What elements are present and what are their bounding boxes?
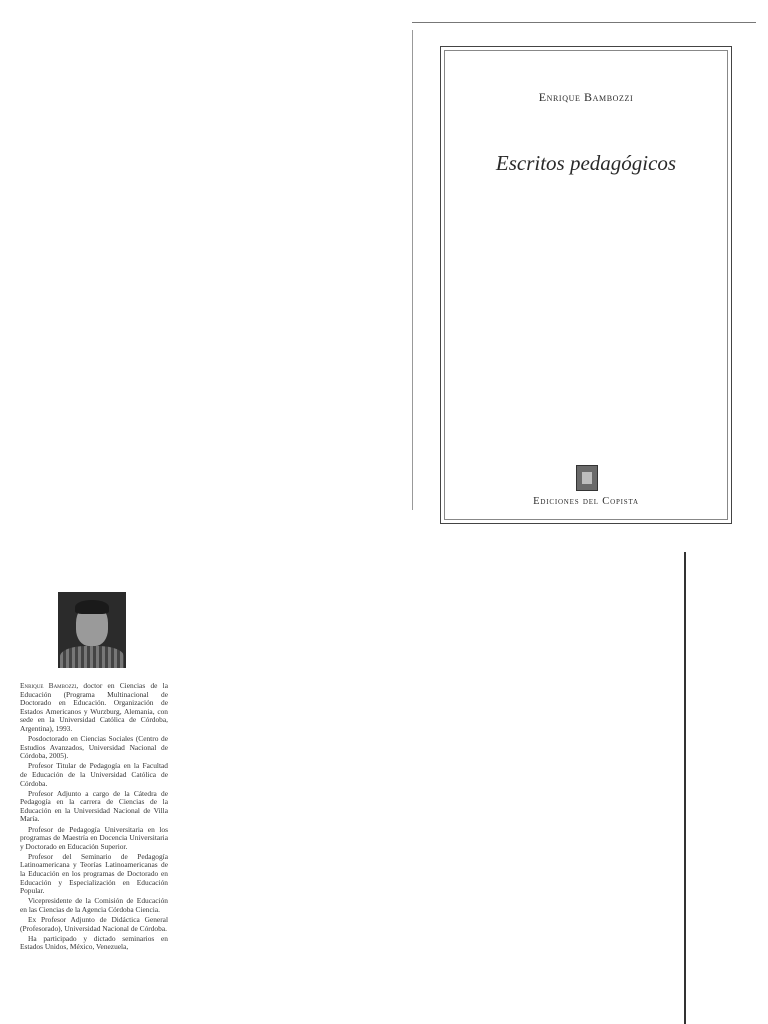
bio-paragraph: Ha participado y dictado seminarios en Estados Unidos, México, Venezuela, — [20, 933, 168, 952]
author-shirt — [60, 646, 124, 668]
bio-paragraph: Posdoctorado en Ciencias Sociales (Centro de Estudios Avanzados, Universidad Nacional de Córdoba, 2005). — [20, 734, 168, 761]
bio-paragraph: Ex Profesor Adjunto de Didáctica General (Profesorado), Universidad Nacional de Córdoba. — [20, 914, 168, 933]
bio-paragraph — [20, 682, 168, 734]
bio-paragraph: Profesor de Pedagogía Universitaria en los programas de Maestría en Docencia Universitaria y Doctorado en Educación Superior. — [20, 824, 168, 851]
bio-paragraph-text: , doctor en Ciencias de la Educación (Programa Multinacional de Doctorado en Educación. Organización de Estados Americanos y Wurzburg, Alemania, con sede en la Universidad Católica de Córdoba, Argentina), 1993. — [20, 681, 168, 733]
author-photo — [58, 592, 126, 668]
bio-paragraph: Profesor Titular de Pedagogía en la Facultad de Educación de la Universidad Católica de Córdoba. — [20, 761, 168, 788]
bio-paragraph: Profesor Adjunto a cargo de la Cátedra de Pedagogía en la carrera de Ciencias de la Educación en la Universidad Nacional de Villa María. — [20, 788, 168, 824]
book-cover — [440, 46, 732, 524]
bio-paragraph: Vicepresidente de la Comisión de Educación en las Ciencias de la Agencia Córdoba Ciencia. — [20, 896, 168, 914]
author-bio — [20, 682, 168, 953]
scan-left-edge — [412, 30, 413, 510]
scan-top-line — [412, 22, 756, 23]
cover-author: Enrique Bambozzi — [538, 90, 634, 104]
cover-publisher: Ediciones del Copista — [533, 496, 639, 507]
publisher-logo-icon — [576, 465, 598, 491]
page-fold-line — [684, 552, 686, 1024]
author-hair — [75, 600, 109, 614]
bio-author-name: Enrique Bambozzi — [20, 681, 77, 690]
cover-title: Escritos pedagógicos — [495, 151, 677, 175]
bio-paragraph: Profesor del Seminario de Pedagogía Latinoamericana y Teorías Latinoamericanas de la Educación en los programas de Doctorado en Educación y Especialización en Educación Popular. — [20, 851, 168, 896]
